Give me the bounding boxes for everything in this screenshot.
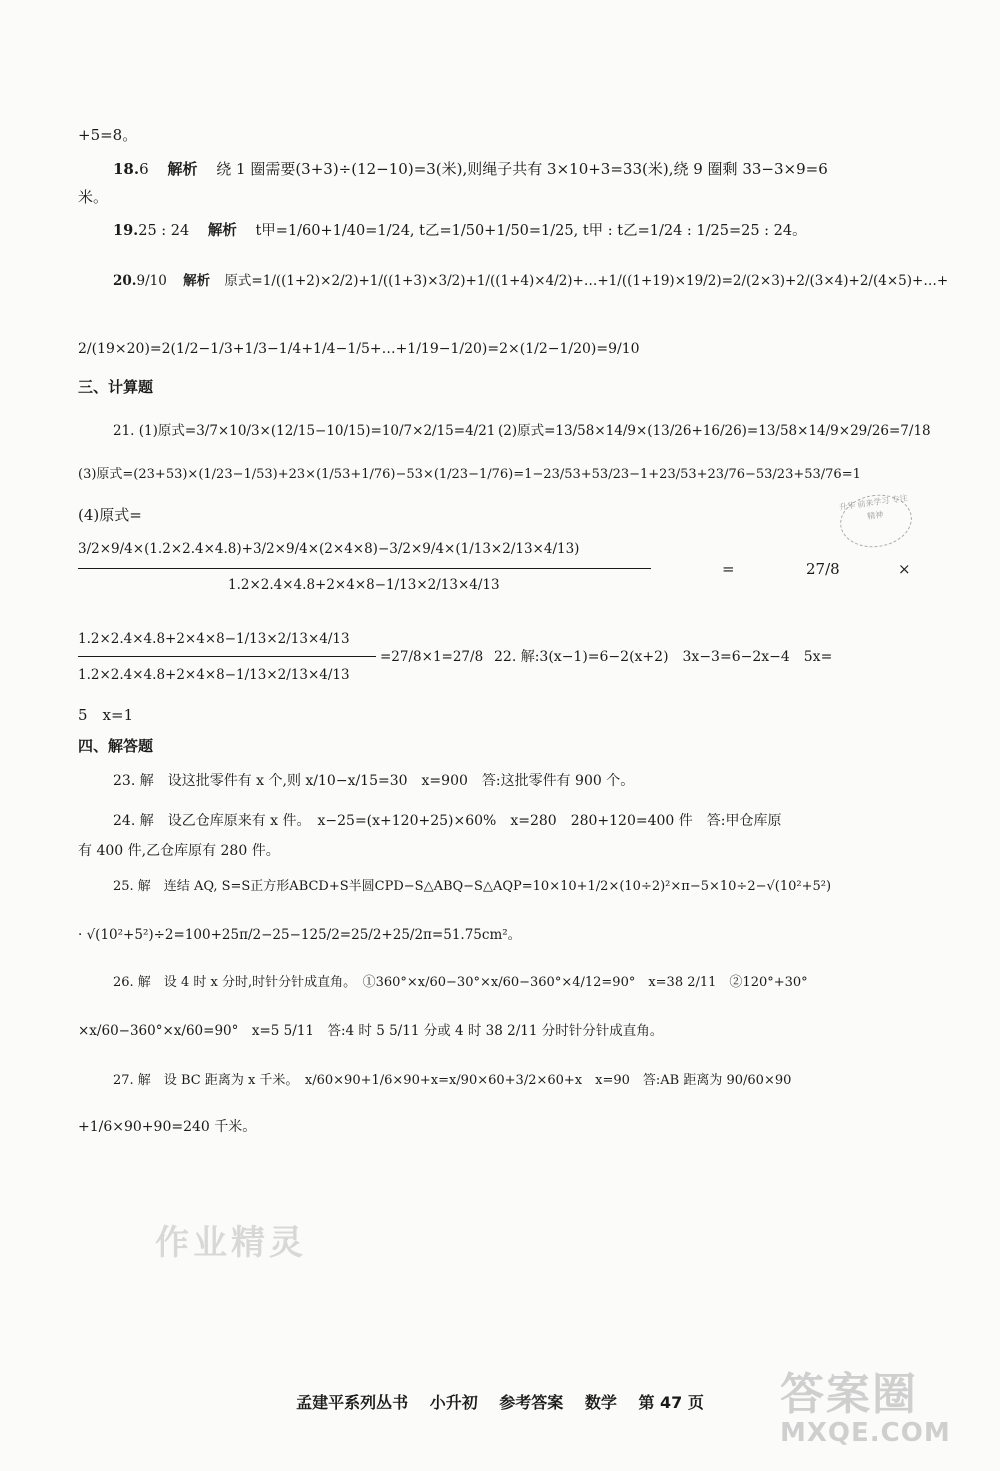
question-23: 23. 解 设这批零件有 x 个,则 x/10−x/15=30 x=900 答:这批零件有 900 个。 <box>113 773 635 789</box>
analysis-label: 解析 <box>183 273 211 289</box>
question-25: 25. 解 连结 AQ, S=S正方形ABCD+S半圆CPD−S△ABQ−S△AQP=10×10+1/2×(10÷2)²×π−5×10÷2−√(10²+5²) <box>113 879 832 894</box>
analysis-label: 解析 <box>167 160 198 178</box>
fraction-numerator: 1.2×2.4×4.8+2×4×8−1/13×2/13×4/13 <box>78 631 350 647</box>
answer-text: t甲=1/60+1/40=1/24, t乙=1/50+1/50=1/25, t甲 : t乙=1/24 : 1/25=25 : 24。 <box>255 223 807 239</box>
question-19 <box>113 220 807 242</box>
answer-continuation: · √(10²+5²)÷2=100+25π/2−25−125/2=25/2+25/2π=51.75cm²。 <box>78 927 522 943</box>
fraction-denominator: 1.2×2.4×4.8+2×4×8−1/13×2/13×4/13 <box>78 667 350 683</box>
analysis-label: 解析 <box>207 222 237 239</box>
result-fraction: 27/8 <box>806 560 840 578</box>
fraction-bar <box>78 568 651 569</box>
answer-continuation: ×x/60−360°×x/60=90° x=5 5/11 答:4 时 5 5/11 分或 4 时 38 2/11 分时针分针成直角。 <box>78 1023 664 1039</box>
answer-continuation: +1/6×90+90=240 千米。 <box>78 1119 257 1135</box>
answer-continuation: 2/(19×20)=2(1/2−1/3+1/3−1/4+1/4−1/5+…+1/19−1/20)=2×(1/2−1/20)=9/10 <box>78 341 640 357</box>
section-heading: 三、计算题 <box>78 378 154 396</box>
question-18 <box>113 158 828 180</box>
question-number: 20. <box>113 273 137 289</box>
watermark-logo <box>780 1371 980 1451</box>
answer-continuation: 米。 <box>78 188 109 206</box>
result-text: =27/8×1=27/8 <box>380 649 484 665</box>
question-20 <box>113 270 948 292</box>
question-number: 18. <box>113 160 140 178</box>
answer-value: 9/10 <box>136 273 167 289</box>
question-21-part2: (2)原式=13/58×14/9×(13/26+16/26)=13/58×14/9×29/26=7/18 <box>498 423 931 439</box>
answer-value: 6 <box>139 160 149 178</box>
section-heading: 四、解答题 <box>78 737 154 755</box>
fraction-denominator: 1.2×2.4×4.8+2×4×8−1/13×2/13×4/13 <box>228 577 500 593</box>
question-number: 19. <box>113 222 139 239</box>
fraction-numerator: 3/2×9/4×(1.2×2.4×4.8)+3/2×9/4×(2×4×8)−3/2×9/4×(1/13×2/13×4/13) <box>78 541 580 557</box>
level: 小升初 <box>429 1393 478 1412</box>
question-27: 27. 解 设 BC 距离为 x 千米。 x/60×90+1/6×90+x=x/90×60+3/2×60+x x=90 答:AB 距离为 90/60×90 <box>113 1073 792 1088</box>
answer-continuation: 5 x=1 <box>78 706 134 724</box>
faded-logo-text: 作业精灵 <box>155 1223 307 1263</box>
question-21-part4-label: (4)原式= <box>78 506 142 524</box>
question-22: 22. 解:3(x−1)=6−2(x+2) 3x−3=6−2x−4 5x= <box>494 649 833 665</box>
answer-text: 原式=1/((1+2)×2/2)+1/((1+3)×3/2)+1/((1+4)×4/2)+…+1/((1+19)×19/2)=2/(2×3)+2/(3×4)+2/(4×5)+…+ <box>224 273 949 289</box>
subject: 数学 <box>584 1393 617 1412</box>
fraction-bar <box>78 656 376 657</box>
question-26: 26. 解 设 4 时 x 分时,时针分针成直角。 ①360°×x/60−30°×x/60−360°×4/12=90° x=38 2/11 ②120°+30° <box>113 975 808 990</box>
times-sign: × <box>898 560 911 578</box>
watermark-top: 答案圈 <box>780 1369 918 1420</box>
page-number: 第 47 页 <box>638 1393 704 1412</box>
answer-line: +5=8。 <box>78 126 138 144</box>
stamp-seal: 升华 前来学习 专注 精神 <box>837 490 916 552</box>
question-21-part3: (3)原式=(23+53)×(1/23−1/53)+23×(1/53+1/76)−53×(1/23−1/76)=1−23/53+53/23−1+23/53+23/76−53/23+53/76=1 <box>78 467 861 482</box>
equals-sign: = <box>722 560 735 578</box>
question-21-part1: 21. (1)原式=3/7×10/3×(12/15−10/15)=10/7×2/15=4/21 <box>113 423 496 439</box>
reference-answers: 参考答案 <box>499 1393 564 1412</box>
question-24: 24. 解 设乙仓库原来有 x 件。 x−25=(x+120+25)×60% x=280 280+120=400 件 答:甲仓库原 <box>113 813 782 829</box>
series-name: 孟建平系列丛书 <box>296 1393 409 1412</box>
answer-text: 绕 1 圈需要(3+3)÷(12−10)=3(米),则绳子共有 3×10+3=33(米),绕 9 圈剩 33−3×9=6 <box>216 160 828 178</box>
answer-continuation: 有 400 件,乙仓库原有 280 件。 <box>78 843 280 859</box>
watermark-bottom: MXQE.COM <box>780 1418 951 1448</box>
answer-value: 25 : 24 <box>138 223 190 239</box>
